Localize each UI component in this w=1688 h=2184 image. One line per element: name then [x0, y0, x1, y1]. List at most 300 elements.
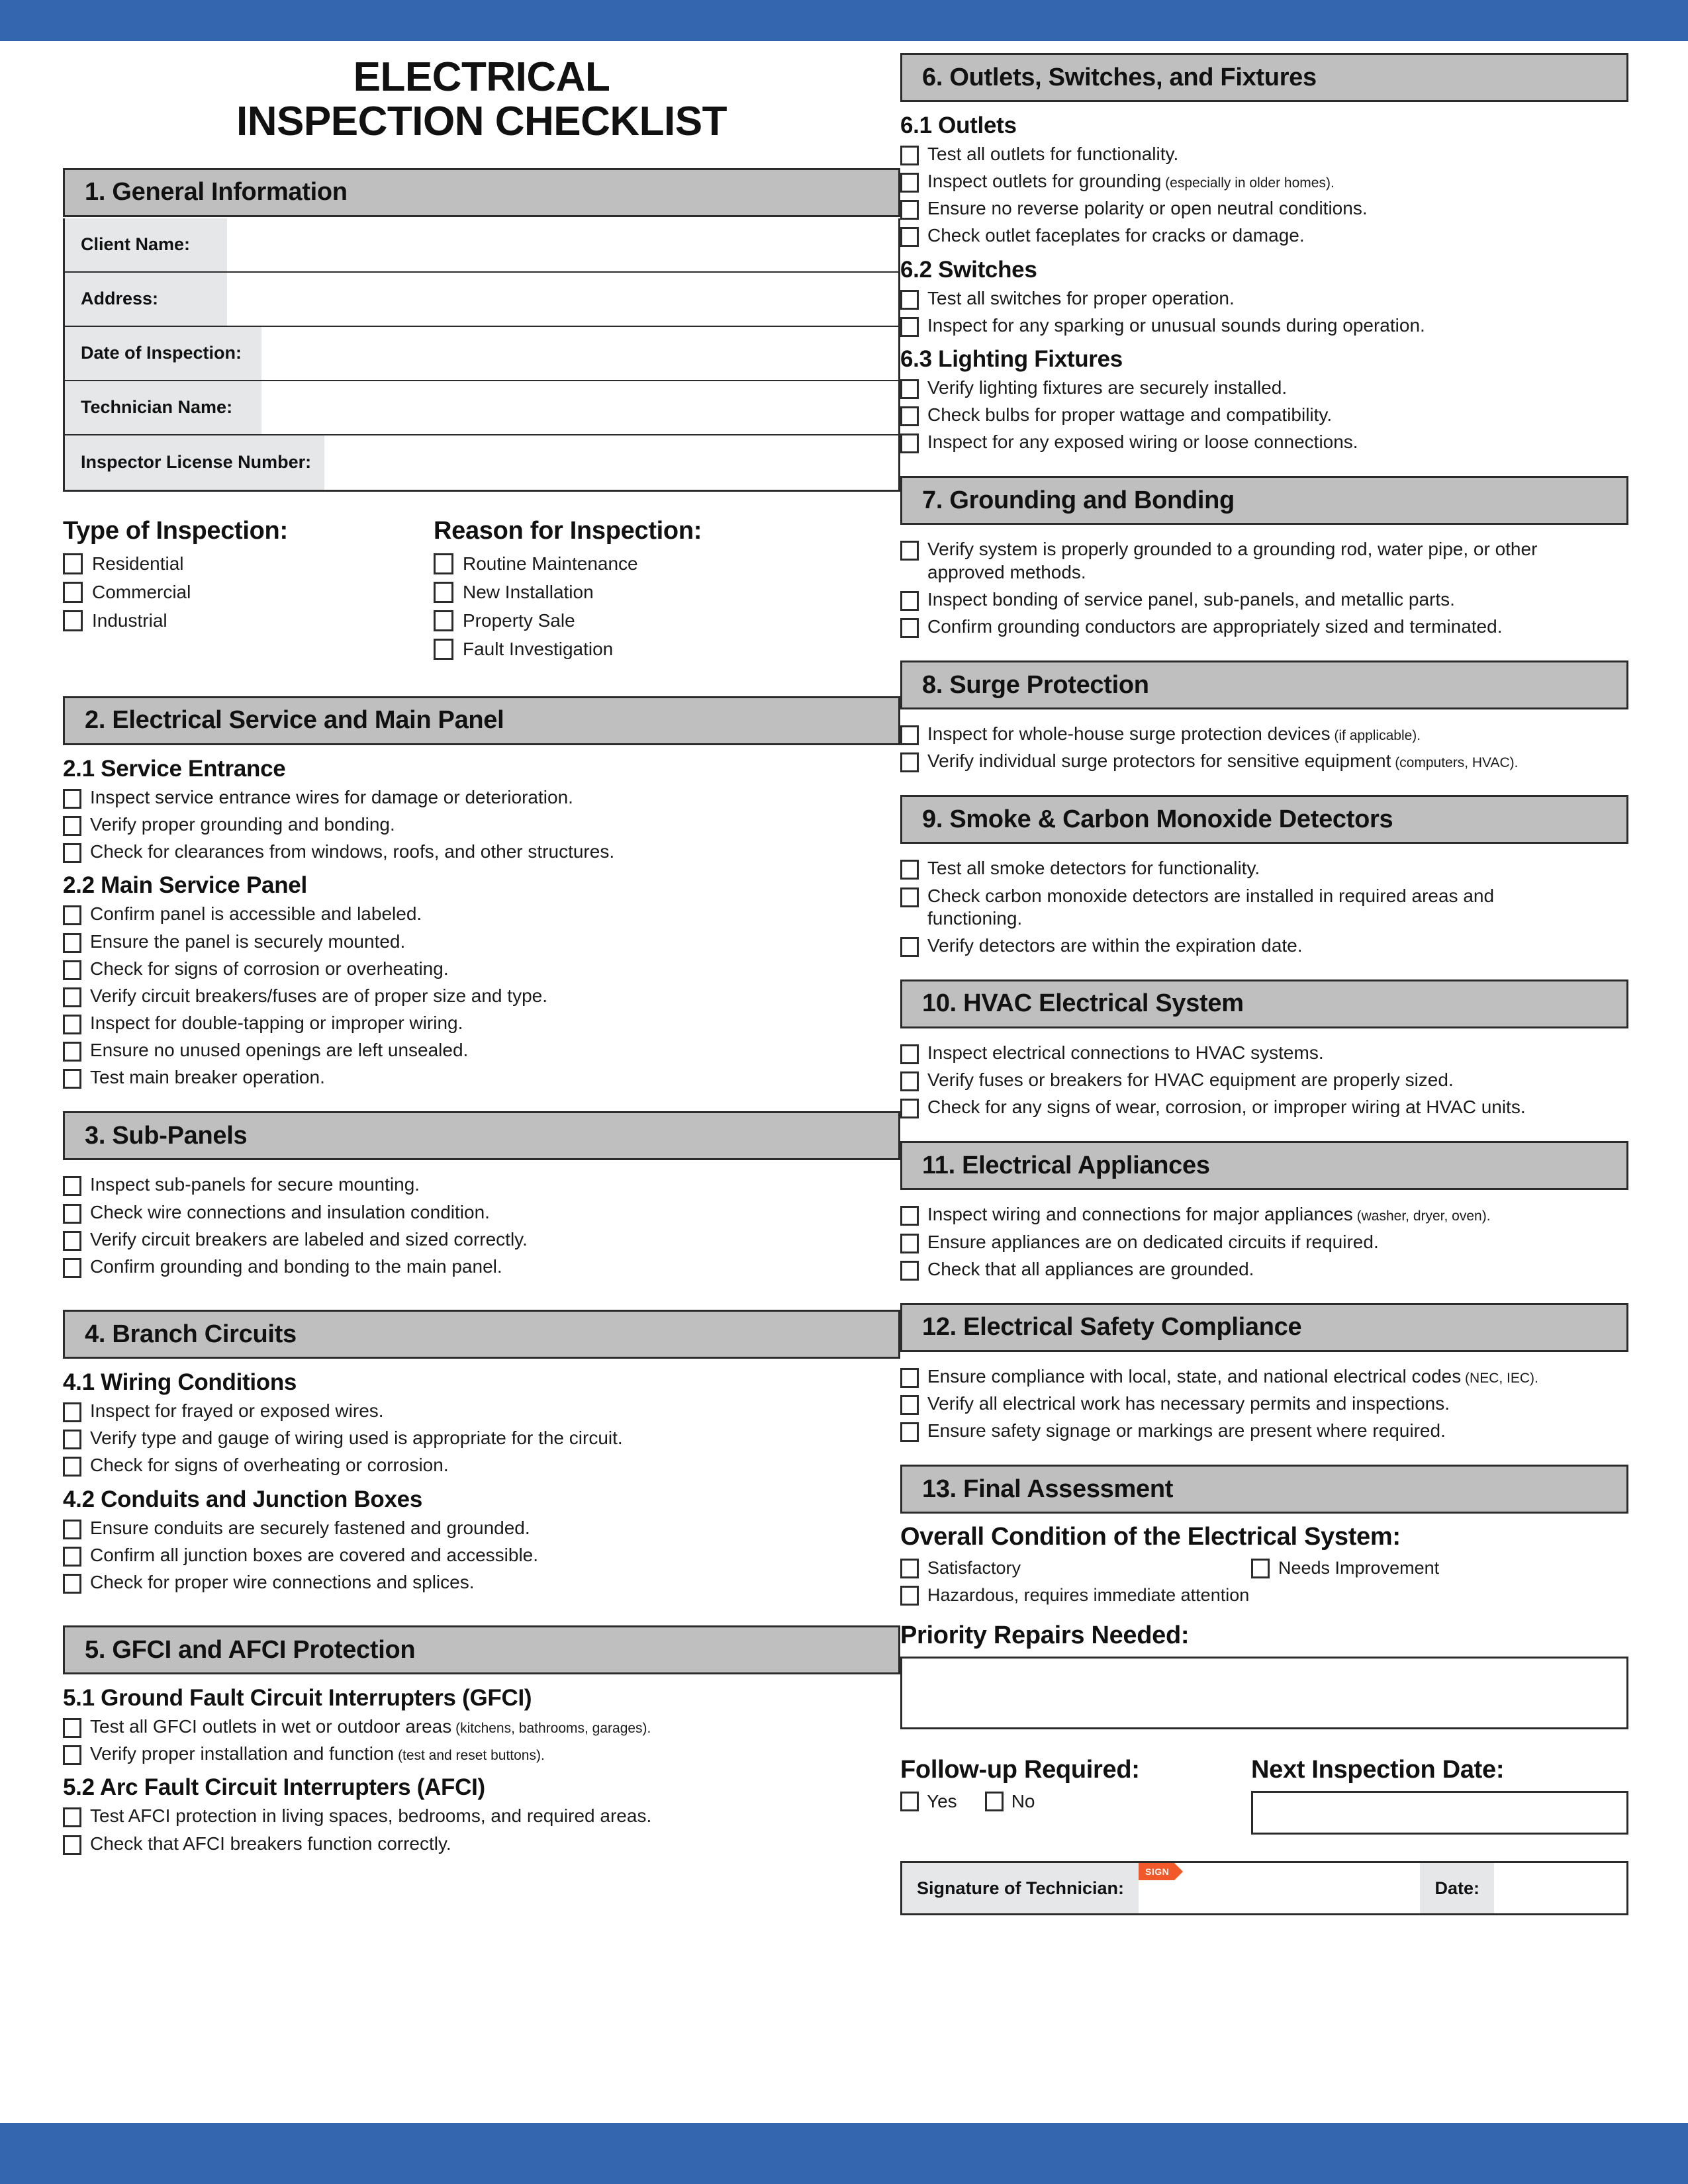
list-item[interactable]: [900, 197, 1628, 220]
checkbox-icon[interactable]: [900, 937, 919, 957]
item-text: [927, 1420, 1446, 1442]
option-label: Residential: [92, 553, 184, 574]
footer-brand-bar: [0, 2123, 1688, 2184]
checkbox-icon[interactable]: [63, 905, 81, 925]
checkbox-icon-yes[interactable]: [900, 1792, 919, 1811]
item-text: [90, 1715, 651, 1738]
item-text: [927, 431, 1358, 453]
section-header-13: [900, 1465, 1628, 1514]
item-text: Ensure the panel is securely mounted.: [90, 931, 406, 952]
section-12-items: [900, 1365, 1628, 1442]
item-text: Test main breaker operation.: [90, 1067, 325, 1088]
section-header-5: [63, 1625, 900, 1674]
spacer: [900, 1447, 1628, 1465]
checkbox-icon[interactable]: [900, 1071, 919, 1091]
list-item[interactable]: [900, 723, 1628, 745]
option-label: Needs Improvement: [1278, 1558, 1440, 1578]
item-note: (computers, HVAC).: [1391, 755, 1519, 771]
checkbox-icon[interactable]: [63, 1718, 81, 1738]
spacer: [63, 1283, 900, 1310]
section-header-12: [900, 1303, 1628, 1352]
address-input[interactable]: [227, 273, 898, 326]
checkbox-icon[interactable]: [900, 1586, 919, 1606]
checkbox-row-residential[interactable]: [63, 553, 434, 574]
item-text: Ensure no unused openings are left unsealed.: [90, 1040, 469, 1061]
checkbox-icon[interactable]: [63, 789, 81, 809]
checkbox-icon[interactable]: [900, 725, 919, 745]
signature-label: Signature of Technician:: [902, 1863, 1139, 1913]
checkbox-row-industrial[interactable]: [63, 610, 434, 631]
checkbox-icon[interactable]: [63, 1015, 81, 1034]
item-text: [90, 1805, 651, 1827]
checkbox-icon[interactable]: [900, 860, 919, 880]
header-brand-bar: [0, 0, 1688, 41]
list-item[interactable]: [900, 934, 1628, 957]
list-item[interactable]: [63, 1255, 900, 1278]
list-item[interactable]: [900, 1258, 1628, 1281]
section-8-title: 8. Surge Protection: [922, 670, 1149, 699]
section-header-11: [900, 1141, 1628, 1190]
item-text: Confirm grounding and bonding to the main panel.: [90, 1255, 502, 1277]
checkbox-icon[interactable]: [63, 933, 81, 953]
checkbox-icon[interactable]: [900, 1395, 919, 1415]
option-label: Industrial: [92, 610, 167, 631]
item-text: Verify circuit breakers/fuses are of proper size and type.: [90, 985, 547, 1006]
section-header-3: [63, 1111, 900, 1160]
item-text: [927, 1392, 1450, 1415]
checkbox-icon[interactable]: [900, 379, 919, 399]
list-item[interactable]: [900, 431, 1628, 453]
subsection-6-2-items: [900, 287, 1628, 337]
checkbox-icon[interactable]: [434, 553, 453, 574]
checkbox-icon[interactable]: [900, 1044, 919, 1064]
spacer: [900, 529, 1628, 538]
checkbox-icon[interactable]: [900, 1099, 919, 1118]
checkbox-icon[interactable]: [900, 618, 919, 638]
next-inspection-date-title: Next Inspection Date:: [1251, 1756, 1505, 1784]
inspector-license-input[interactable]: [324, 435, 898, 490]
section-3-title: 3. Sub-Panels: [85, 1121, 248, 1150]
section-6-title: 6. Outlets, Switches, and Fixtures: [922, 63, 1317, 91]
item-text: [927, 1096, 1526, 1118]
list-item[interactable]: [900, 287, 1628, 310]
checkbox-icon[interactable]: [63, 1520, 81, 1539]
checkbox-row-property-sale[interactable]: [434, 610, 804, 631]
option-label: Hazardous, requires immediate attention: [927, 1585, 1250, 1606]
checkbox-icon[interactable]: [900, 1234, 919, 1253]
checkbox-icon[interactable]: [900, 1422, 919, 1442]
checkbox-row-fault-investigation[interactable]: [434, 639, 804, 660]
item-main-text: Ensure no reverse polarity or open neutral conditions.: [927, 198, 1368, 219]
checkbox-icon[interactable]: [900, 433, 919, 453]
checkbox-row-routine-maintenance[interactable]: [434, 553, 804, 574]
signature-input[interactable]: [1139, 1863, 1420, 1913]
followup-and-next-date: [900, 1756, 1628, 1835]
next-inspection-date-input[interactable]: [1251, 1791, 1628, 1835]
list-item[interactable]: [900, 1042, 1628, 1064]
section-11-items: [900, 1203, 1628, 1280]
item-note: (especially in older homes).: [1161, 175, 1335, 191]
item-main-text: Inspect outlets for grounding: [927, 171, 1162, 192]
list-item[interactable]: [63, 1066, 900, 1089]
type-of-inspection-group: [63, 517, 434, 667]
item-text: [90, 1743, 545, 1765]
item-main-text: Ensure safety signage or markings are present where required.: [927, 1420, 1446, 1441]
checkbox-icon[interactable]: [900, 1261, 919, 1281]
list-item[interactable]: [900, 750, 1628, 772]
followup-no-label: No: [1011, 1791, 1035, 1812]
checkbox-icon[interactable]: [434, 582, 453, 603]
list-item[interactable]: [900, 857, 1628, 880]
left-column: [63, 41, 900, 1860]
checkbox-icon[interactable]: [63, 1745, 81, 1765]
spacer: [900, 1032, 1628, 1042]
item-text: [927, 857, 1260, 880]
item-text: Check for proper wire connections and splices.: [90, 1571, 475, 1592]
item-text: [927, 885, 1576, 930]
item-text: [927, 750, 1519, 772]
section-7-title: 7. Grounding and Bonding: [922, 486, 1235, 514]
section-12-title: 12. Electrical Safety Compliance: [922, 1313, 1302, 1342]
item-main-text: Inspect wiring and connections for major appliances: [927, 1204, 1353, 1225]
checkbox-row-hazardous[interactable]: [900, 1585, 1249, 1606]
option-label: Routine Maintenance: [463, 553, 638, 574]
section-9-items: [900, 857, 1628, 957]
checkbox-icon[interactable]: [900, 591, 919, 611]
client-name-input[interactable]: [227, 218, 898, 271]
item-text: [927, 723, 1421, 745]
checkbox-icon-no[interactable]: [985, 1792, 1004, 1811]
list-item[interactable]: [900, 143, 1628, 165]
checkbox-row-satisfactory[interactable]: [900, 1558, 1251, 1578]
subsection-5-2-items: [63, 1805, 900, 1854]
item-note: (washer, dryer, oven).: [1352, 1208, 1491, 1224]
item-text: Ensure conduits are securely fastened and grounded.: [90, 1517, 530, 1538]
item-main-text: Ensure compliance with local, state, and national electrical codes: [927, 1365, 1462, 1387]
list-item[interactable]: [900, 224, 1628, 247]
subsection-6-3-title: 6.3 Lighting Fixtures: [900, 345, 1123, 372]
general-information-table: [63, 218, 900, 492]
page-columns: [0, 41, 1688, 1915]
option-label: Property Sale: [463, 610, 575, 631]
client-name-label: Client Name:: [65, 218, 227, 271]
option-label: New Installation: [463, 581, 594, 602]
item-text: [927, 314, 1425, 337]
checkbox-icon[interactable]: [900, 317, 919, 337]
checkbox-icon[interactable]: [63, 1457, 81, 1477]
list-item[interactable]: [63, 1400, 900, 1422]
spacer: [63, 1164, 900, 1173]
list-item[interactable]: [63, 1571, 900, 1594]
item-text: Confirm all junction boxes are covered and accessible.: [90, 1544, 539, 1565]
date-of-inspection-label: Date of Inspection:: [65, 327, 261, 380]
item-main-text: Test all GFCI outlets in wet or outdoor areas: [90, 1716, 452, 1737]
subsection-4-1-title: 4.1 Wiring Conditions: [63, 1369, 297, 1396]
checkbox-row-commercial[interactable]: [63, 582, 434, 603]
list-item[interactable]: [63, 1454, 900, 1477]
title-line-2: INSPECTION CHECKLIST: [236, 98, 727, 144]
item-main-text: Check for any signs of wear, corrosion, or improper wiring at HVAC units.: [927, 1097, 1526, 1118]
overall-condition-options: [900, 1558, 1628, 1612]
item-text: [927, 538, 1589, 583]
list-item[interactable]: [63, 931, 900, 953]
checkbox-row-new-installation[interactable]: [434, 582, 804, 603]
subsection-4-2-items: [63, 1517, 900, 1594]
table-row: [65, 273, 898, 327]
checkbox-icon[interactable]: [900, 146, 919, 165]
checkbox-icon[interactable]: [63, 816, 81, 836]
spacer: [900, 713, 1628, 723]
checkbox-icon[interactable]: [900, 1368, 919, 1388]
list-item[interactable]: [900, 1069, 1628, 1091]
item-main-text: Check outlet faceplates for cracks or damage.: [927, 225, 1305, 246]
checkbox-icon[interactable]: [900, 290, 919, 310]
subsection-5-1-title: 5.1 Ground Fault Circuit Interrupters (GFCI): [63, 1685, 532, 1711]
subsection-2-1-title: 2.1 Service Entrance: [63, 755, 286, 782]
section-header-1: [63, 168, 900, 217]
item-main-text: Ensure appliances are on dedicated circuits if required.: [927, 1231, 1379, 1252]
signature-date-label: Date:: [1420, 1863, 1494, 1913]
option-label: Commercial: [92, 581, 191, 602]
checkbox-icon[interactable]: [900, 173, 919, 193]
checkbox-icon[interactable]: [900, 406, 919, 426]
priority-repairs-input[interactable]: [900, 1657, 1628, 1729]
item-main-text: Check that AFCI breakers function correctly.: [90, 1833, 451, 1854]
list-item[interactable]: [900, 1392, 1628, 1415]
section-header-9: [900, 795, 1628, 844]
list-item[interactable]: [900, 1203, 1628, 1226]
item-text: [927, 143, 1178, 165]
item-main-text: Inspect for any exposed wiring or loose connections.: [927, 432, 1358, 453]
list-item[interactable]: [900, 377, 1628, 399]
item-text: Confirm panel is accessible and labeled.: [90, 903, 422, 925]
section-2-title: 2. Electrical Service and Main Panel: [85, 706, 504, 735]
subsection-2-1-items: [63, 786, 900, 863]
checkbox-icon[interactable]: [434, 639, 453, 660]
section-9-title: 9. Smoke & Carbon Monoxide Detectors: [922, 805, 1393, 833]
checkbox-row-needs-improvement[interactable]: [1251, 1558, 1622, 1578]
list-item[interactable]: [900, 615, 1628, 638]
item-text: Check for signs of corrosion or overheating.: [90, 958, 449, 979]
checkbox-icon[interactable]: [63, 1176, 81, 1196]
item-main-text: Test AFCI protection in living spaces, bedrooms, and required areas.: [90, 1805, 652, 1827]
signature-date-input[interactable]: [1494, 1863, 1626, 1913]
list-item[interactable]: [63, 958, 900, 980]
list-item[interactable]: [63, 1715, 900, 1738]
item-text: Inspect for frayed or exposed wires.: [90, 1400, 384, 1422]
section-4-title: 4. Branch Circuits: [85, 1320, 297, 1348]
list-item[interactable]: [63, 1544, 900, 1567]
list-item[interactable]: [900, 588, 1628, 611]
followup-options: [900, 1791, 1251, 1812]
item-main-text: Verify fuses or breakers for HVAC equipment are properly sized.: [927, 1069, 1454, 1091]
list-item[interactable]: [900, 538, 1628, 583]
list-item[interactable]: [63, 1228, 900, 1251]
list-item[interactable]: [900, 1096, 1628, 1118]
item-text: [927, 287, 1235, 310]
type-of-inspection-title: Type of Inspection:: [63, 516, 288, 545]
item-main-text: Test all smoke detectors for functionality.: [927, 858, 1260, 879]
list-item[interactable]: [63, 841, 900, 863]
item-main-text: Check that all appliances are grounded.: [927, 1258, 1254, 1279]
checkbox-icon[interactable]: [63, 1835, 81, 1855]
checkbox-icon[interactable]: [63, 843, 81, 863]
item-main-text: Test all switches for proper operation.: [927, 287, 1235, 308]
followup-group: [900, 1756, 1251, 1812]
right-column: [900, 41, 1628, 1915]
checkbox-icon[interactable]: [63, 960, 81, 980]
section-8-items: [900, 723, 1628, 772]
checkbox-icon[interactable]: [63, 1258, 81, 1278]
item-text: Check for signs of overheating or corrosion.: [90, 1455, 449, 1476]
item-text: Check wire connections and insulation condition.: [90, 1201, 490, 1222]
item-text: Inspect for double-tapping or improper wiring.: [90, 1013, 463, 1033]
checkbox-icon[interactable]: [1251, 1559, 1270, 1578]
checkbox-icon[interactable]: [63, 1430, 81, 1449]
checkbox-icon[interactable]: [900, 752, 919, 772]
item-main-text: Verify all electrical work has necessary permits and inspections.: [927, 1393, 1450, 1414]
checkbox-icon[interactable]: [63, 987, 81, 1007]
item-text: [927, 1203, 1491, 1226]
checkbox-icon[interactable]: [63, 1547, 81, 1567]
spacer: [900, 962, 1628, 979]
subsection-4-1-items: [63, 1400, 900, 1477]
section-header-4: [63, 1310, 900, 1359]
item-text: [927, 1231, 1379, 1253]
option-label: Fault Investigation: [463, 638, 614, 659]
checkbox-icon[interactable]: [900, 1559, 919, 1578]
reason-for-inspection-title: Reason for Inspection:: [434, 516, 702, 545]
list-item[interactable]: [63, 1805, 900, 1827]
checkbox-icon[interactable]: [900, 1206, 919, 1226]
checkbox-icon[interactable]: [434, 610, 453, 631]
item-text: Verify circuit breakers are labeled and sized correctly.: [90, 1228, 528, 1250]
list-item[interactable]: [63, 903, 900, 925]
checkbox-icon[interactable]: [63, 1574, 81, 1594]
item-main-text: Verify proper installation and function: [90, 1743, 395, 1764]
list-item[interactable]: [900, 1365, 1628, 1388]
subsection-6-2-title: 6.2 Switches: [900, 256, 1037, 283]
list-item[interactable]: [63, 1039, 900, 1062]
list-item[interactable]: [63, 786, 900, 809]
section-10-items: [900, 1042, 1628, 1118]
inspection-choices: [63, 517, 900, 667]
table-row: [65, 435, 898, 490]
checkbox-icon[interactable]: [900, 227, 919, 247]
item-main-text: Inspect electrical connections to HVAC systems.: [927, 1042, 1324, 1063]
spacer: [63, 1094, 900, 1111]
next-inspection-group: [1251, 1756, 1628, 1835]
list-item[interactable]: [63, 1517, 900, 1539]
list-item[interactable]: [63, 1012, 900, 1034]
checkbox-icon[interactable]: [63, 1402, 81, 1422]
checkbox-icon[interactable]: [900, 200, 919, 220]
inspector-license-label: Inspector License Number:: [65, 435, 324, 490]
checkbox-icon[interactable]: [63, 582, 83, 603]
option-label: Satisfactory: [927, 1558, 1021, 1578]
section-header-8: [900, 660, 1628, 709]
item-text: [927, 404, 1332, 426]
spacer: [900, 1286, 1628, 1303]
item-text: [927, 377, 1287, 399]
list-item[interactable]: [63, 813, 900, 836]
subsection-6-1-items: [900, 143, 1628, 248]
list-item[interactable]: [63, 1833, 900, 1855]
subsection-5-1-items: [63, 1715, 900, 1765]
checkbox-icon[interactable]: [63, 1069, 81, 1089]
followup-yes-label: Yes: [927, 1791, 957, 1812]
checkbox-icon[interactable]: [63, 610, 83, 631]
checkbox-icon[interactable]: [63, 553, 83, 574]
list-item[interactable]: [900, 1231, 1628, 1253]
item-main-text: Verify individual surge protectors for sensitive equipment: [927, 751, 1391, 772]
section-header-2: [63, 696, 900, 745]
list-item[interactable]: [63, 1201, 900, 1224]
subsection-2-2-items: [63, 903, 900, 1089]
list-item[interactable]: [63, 985, 900, 1007]
checkbox-icon[interactable]: [63, 1807, 81, 1827]
item-text: Inspect service entrance wires for damage or deterioration.: [90, 786, 573, 807]
section-7-items: [900, 538, 1628, 638]
list-item[interactable]: [63, 1743, 900, 1765]
item-text: [927, 1258, 1254, 1281]
checkbox-icon[interactable]: [900, 541, 919, 561]
list-item[interactable]: [63, 1173, 900, 1196]
item-note: (if applicable).: [1330, 728, 1421, 744]
item-text: [927, 1042, 1324, 1064]
subsection-2-2-title: 2.2 Main Service Panel: [63, 872, 307, 899]
priority-repairs-title: Priority Repairs Needed:: [900, 1621, 1190, 1650]
section-10-title: 10. HVAC Electrical System: [922, 989, 1244, 1018]
spacer: [900, 1124, 1628, 1141]
item-main-text: Check carbon monoxide detectors are installed in required areas and functioning.: [927, 885, 1495, 929]
item-text: [927, 1365, 1538, 1388]
checkbox-icon[interactable]: [63, 1042, 81, 1062]
item-text: [927, 615, 1502, 638]
checkbox-icon[interactable]: [63, 1231, 81, 1251]
list-item[interactable]: [63, 1427, 900, 1449]
spacer: [900, 778, 1628, 795]
table-row: [65, 381, 898, 435]
item-text: [927, 197, 1368, 220]
list-item[interactable]: [900, 1420, 1628, 1442]
list-item[interactable]: [900, 404, 1628, 426]
list-item[interactable]: [900, 170, 1628, 193]
technician-name-label: Technician Name:: [65, 381, 261, 434]
spacer: [900, 1194, 1628, 1203]
item-text: Verify type and gauge of wiring used is appropriate for the circuit.: [90, 1428, 623, 1449]
item-text: Verify proper grounding and bonding.: [90, 814, 395, 835]
item-text: Check for clearances from windows, roofs, and other structures.: [90, 841, 615, 862]
followup-required-title: Follow-up Required:: [900, 1756, 1140, 1784]
section-header-7: [900, 476, 1628, 525]
technician-name-input[interactable]: [261, 381, 898, 434]
section-header-6: [900, 53, 1628, 102]
checkbox-icon[interactable]: [63, 1204, 81, 1224]
checkbox-icon[interactable]: [900, 887, 919, 907]
item-main-text: Verify detectors are within the expiration date.: [927, 934, 1303, 956]
item-text: [927, 588, 1455, 611]
date-of-inspection-input[interactable]: [261, 327, 898, 380]
spacer: [900, 1356, 1628, 1365]
item-text: [90, 1833, 451, 1855]
item-main-text: Inspect bonding of service panel, sub-panels, and metallic parts.: [927, 588, 1455, 610]
item-note: (test and reset buttons).: [394, 1748, 545, 1764]
sign-tag-badge[interactable]: SIGN: [1139, 1863, 1174, 1880]
reason-for-inspection-group: [434, 517, 804, 667]
list-item[interactable]: [900, 314, 1628, 337]
list-item[interactable]: [900, 885, 1628, 930]
